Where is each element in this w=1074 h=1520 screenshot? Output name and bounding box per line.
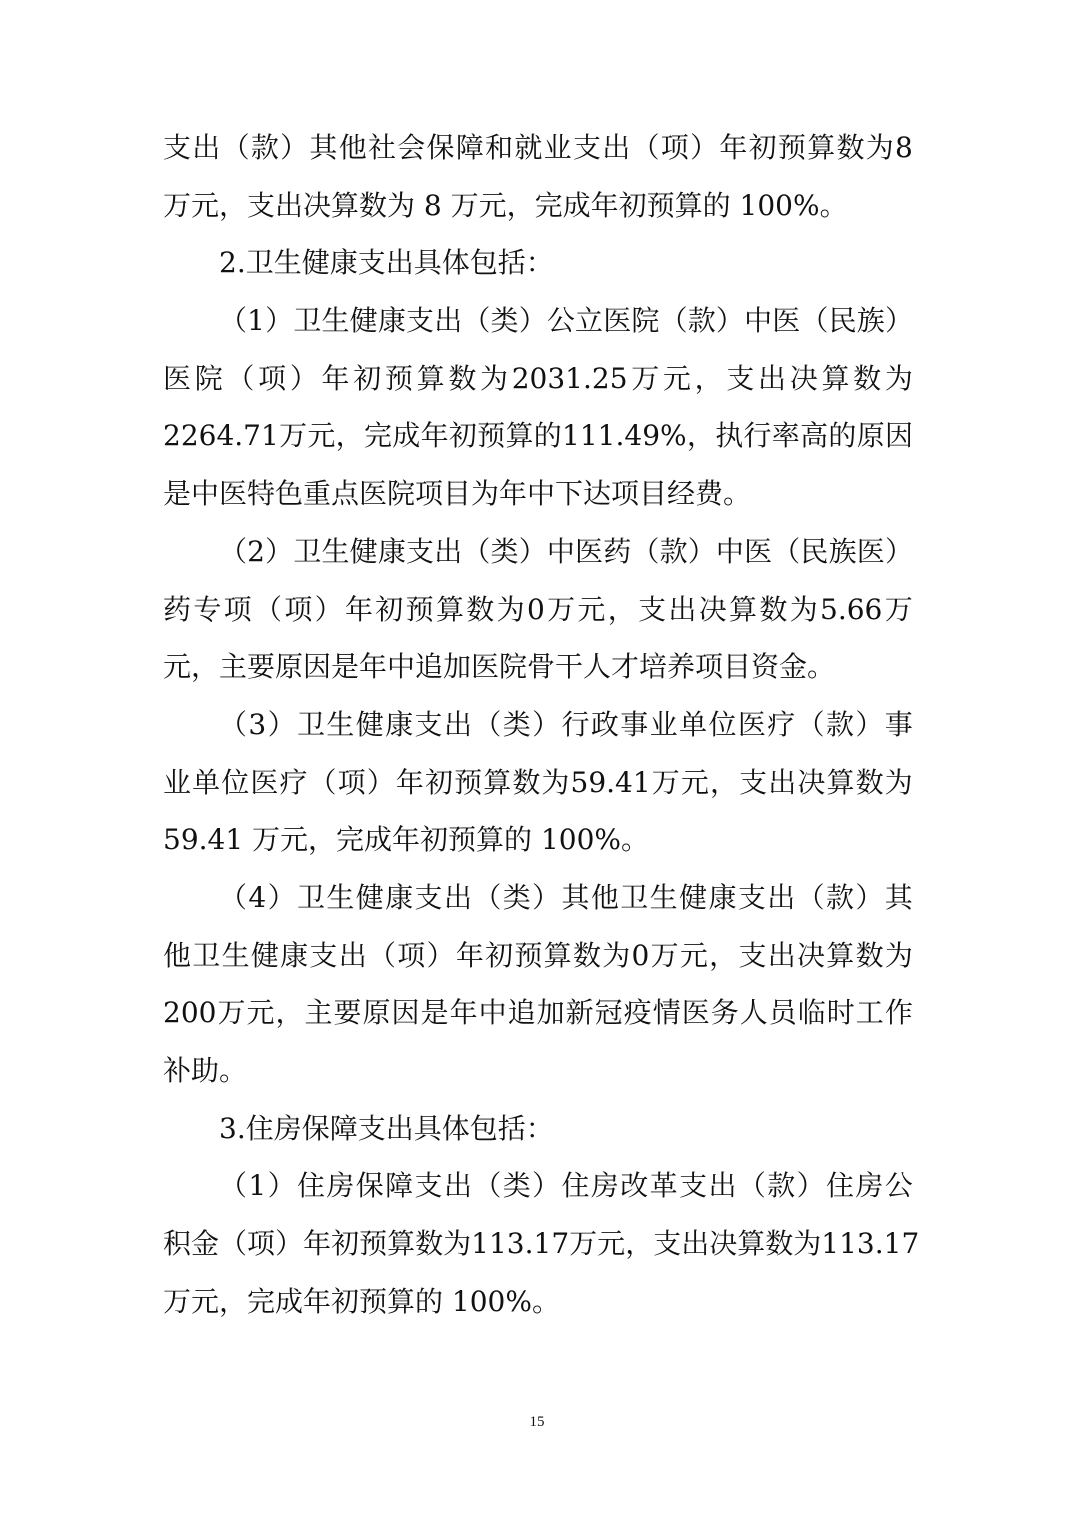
text-line: 补助。: [163, 1054, 248, 1087]
text-line: 积 金 （ 项 ） 年 初 预 算 数 为 113.17 万 元 ， 支 出 决 算 数 为 113.17: [163, 1227, 920, 1261]
text-line: 他 卫 生 健 康 支 出 （ 项 ） 年 初 预 算 数 为 0 万 元 ， 支 出 决 算 数 为: [163, 938, 913, 972]
text-line: 是中医特色重点医院项目为年中下达项目经费。: [163, 477, 752, 511]
document-body: [163, 119, 920, 1330]
text-line: （ 4 ） 卫 生 健 康 支 出 （ 类 ） 其 他 卫 生 健 康 支 出 （ 款 ） 其: [219, 880, 913, 914]
text-line: 200 万 元 ， 主 要 原 因 是 年 中 追 加 新 冠 疫 情 医 务 人 员 临 时 工 作: [163, 996, 913, 1030]
page-number: 15: [529, 1414, 545, 1430]
text-line: 药 专 项 （ 项 ） 年 初 预 算 数 为 0 万 元 ， 支 出 决 算 数 为 5.66 万: [163, 592, 913, 626]
text-line: 业 单 位 医 疗 （ 项 ） 年 初 预 算 数 为 59.41 万 元 ， 支 出 决 算 数 为: [163, 765, 913, 799]
text-line: 万元，支出决算数为 8 万元，完成年初预算的 100%。: [163, 188, 848, 222]
text-line: 3.住房保障支出具体包括：: [219, 1111, 554, 1145]
text-line: 元，主要原因是年中追加医院骨干人才培养项目资金。: [163, 650, 836, 684]
text-line: （ 1 ） 卫 生 健 康 支 出 （ 类 ） 公 立 医 院 （ 款 ） 中 医 （ 民 族 ）: [219, 304, 913, 338]
text-line: （ 1 ） 住 房 保 障 支 出 （ 类 ） 住 房 改 革 支 出 （ 款 ） 住 房 公: [219, 1169, 913, 1203]
text-line: （ 2 ） 卫 生 健 康 支 出 （ 类 ） 中 医 药 （ 款 ） 中 医 （ 民 族 医 ）: [219, 534, 913, 568]
text-line: 2264.71 万 元 ， 完 成 年 初 预 算 的 111.49% ， 执 行 率 高 的 原 因: [163, 419, 913, 453]
text-line: （ 3 ） 卫 生 健 康 支 出 （ 类 ） 行 政 事 业 单 位 医 疗 （ 款 ） 事: [219, 707, 913, 741]
text-line: 支 出 （ 款 ） 其 他 社 会 保 障 和 就 业 支 出 （ 项 ） 年 初 预 算 数 为 8: [163, 131, 913, 164]
text-line: 2.卫生健康支出具体包括：: [219, 246, 554, 280]
text-line: 医 院 （ 项 ） 年 初 预 算 数 为 2031.25 万 元 ， 支 出 决 算 数 为: [163, 361, 913, 395]
text-line: 59.41 万元，完成年初预算的 100%。: [163, 823, 650, 857]
text-line: 万元，完成年初预算的 100%。: [163, 1284, 560, 1318]
